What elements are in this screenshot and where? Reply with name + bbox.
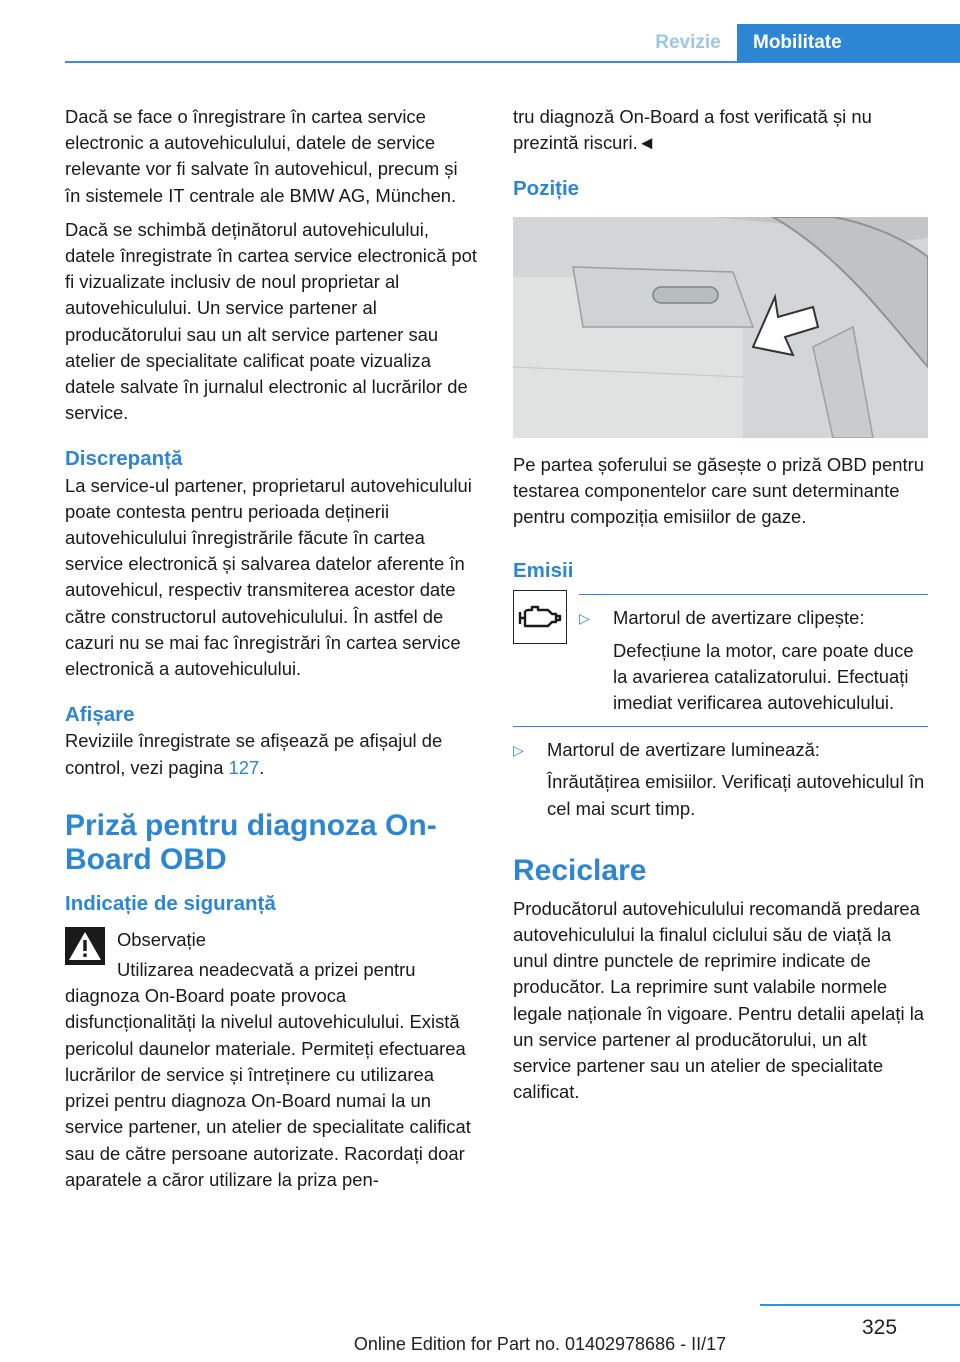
list-item-text: Înrăutățirea emisiilor. Verificați autovehiculul în cel mai scurt timp.: [547, 771, 925, 819]
tab-revizie[interactable]: Revizie: [655, 32, 721, 53]
obd-socket-location-photo: [513, 217, 928, 438]
paragraph-pozitie: Pe partea șoferului se găsește o priză OBD pentru testarea componentelor care sunt determinante pentru compoziția emisiilor de gaze.: [513, 453, 924, 528]
paragraph-service-record: Dacă se face o înregistrare în cartea service electronic a autovehiculului, datele de service relevante vor fi salvate în autovehicul, precum și în sistemele IT centrale ale BMW AG, München.: [65, 106, 458, 206]
engine-warning-icon: [513, 590, 567, 644]
left-column: [65, 104, 477, 1201]
paragraph-afisare: Reviziile înregistrate se afișează pe afișajul de control, vezi pagina 127.: [65, 730, 443, 778]
paragraph-continuation: tru diagnoză On-Board a fost verificată și nu prezintă riscuri.◄: [513, 106, 872, 154]
warning-triangle-icon: [65, 927, 105, 965]
triangle-bullet-icon: ▷: [513, 742, 524, 759]
page-link-127[interactable]: 127: [228, 756, 260, 778]
footer-rule: [760, 1304, 960, 1306]
right-column: [513, 104, 928, 1113]
page-number: 325: [862, 1316, 898, 1339]
engine-icon: [518, 602, 562, 632]
heading-reciclare: Reciclare: [513, 853, 647, 887]
heading-emisii: Emisii: [513, 559, 574, 583]
emissions-list: [579, 594, 928, 716]
paragraph-reciclare: Producătorul autovehiculului recomandă predarea autovehiculului la finalul ciclului său de viață la unul dintre punctele de reprimire indicate de producător. La reprimire sunt valabile normele legale naționale în vigoare. Pentru detalii apelați la un service partener al producătorului, un alt service partener sau un atelier de specialitate calificat.: [513, 897, 925, 1103]
warning-text: Utilizarea neadecvată a prizei pentru diagnoza On-Board poate provoca disfuncționalități la nivelul autovehiculului. Există pericolul daunelor materiale. Permiteți efectuarea lucrărilor de service și întreținere cu utilizarea prizei pentru diagnoza On-Board numai la un service partener, un atelier de specialitate calificat sau de către persoane autorizate. Racordați doar aparatele a căror utilizare la priza pen-: [65, 959, 471, 1190]
paragraph-discrepanta: La service-ul partener, proprietarul autovehiculului poate contesta pentru perioada deținerii autovehiculului înregistrările făcute în cartea service electronică și salvarea datelor aferente în autovehicul, respectiv transmiterea acestor date către constructorul autovehiculului. În astfel de cazuri nu se mai fac înregistrări în cartea service electronică a autovehiculului.: [65, 474, 472, 680]
warning-title: Observație: [117, 929, 206, 951]
emissions-row: [513, 594, 928, 716]
footer-edition: Online Edition for Part no. 01402978686 - II/17: [353, 1334, 727, 1354]
list-item: [579, 605, 928, 631]
heading-pozitie: Poziție: [513, 177, 580, 201]
list-item-title: Martorul de avertizare clipește:: [613, 607, 865, 629]
tab-mobilitate[interactable]: Mobilitate: [737, 24, 960, 62]
heading-discrepanta: Discrepanță: [65, 447, 183, 471]
triangle-bullet-icon: ▷: [579, 610, 590, 627]
list-item: [513, 737, 928, 763]
heading-priza-obd: Priză pentru diagnoza On-Board OBD: [65, 808, 437, 876]
warning-block: [65, 927, 477, 971]
separator: [579, 594, 928, 595]
paragraph-owner-change: Dacă se schimbă deținătorul autovehiculului, datele înregistrate în cartea service electronică pot fi vizualizate inclusiv de noul proprietar al autovehiculului. Un service partener al producătorului sau un alt service partener sau atelier de specialitate calificat poate vizualiza datele salvate în jurnalul electronic al lucrărilor de service.: [65, 218, 477, 424]
heading-afisare: Afișare: [65, 703, 135, 727]
heading-indicatie-siguranta: Indicație de siguranță: [65, 891, 276, 915]
separator: [513, 726, 928, 727]
list-item-title: Martorul de avertizare luminează:: [547, 739, 820, 761]
list-item-text: Defecțiune la motor, care poate duce la avarierea catalizatorului. Efectuați imediat verificarea autovehiculului.: [613, 639, 914, 714]
